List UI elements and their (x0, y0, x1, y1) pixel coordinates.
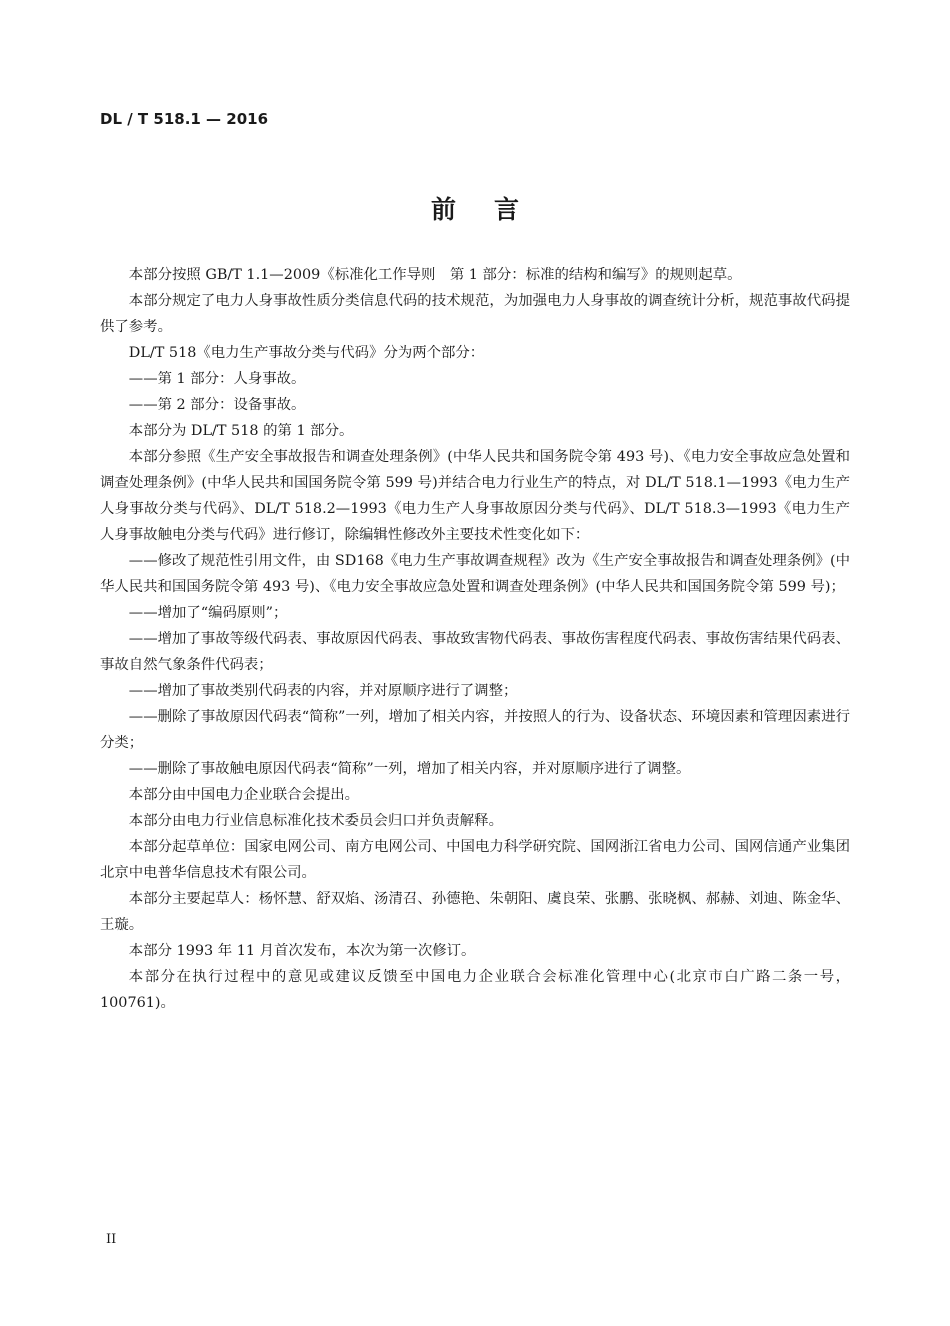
page-title: 前言 (430, 195, 557, 224)
foreword-body (100, 262, 850, 1016)
paragraph: 本部分由电力行业信息标准化技术委员会归口并负责解释。 (128, 813, 503, 829)
paragraph: 本部分由中国电力企业联合会提出。 (128, 787, 360, 803)
paragraph: 本部分起草单位：国家电网公司、南方电网公司、中国电力科学研究院、国网浙江省电力公司、国网信通产业集团北京中电普华信息技术有限公司。 (100, 839, 850, 881)
list-item: ——修改了规范性引用文件，由 SD168《电力生产事故调查规程》改为《生产安全事故报告和调查处理条例》(中华人民共和国国务院令第 493 号)、《电力安全事故应急处置和调查处理条例》(中华人民共和国国务院令第 599 号)； (100, 553, 850, 595)
document-number: DL / T 518.1 — 2016 (100, 110, 269, 128)
list-item: ——增加了事故类别代码表的内容，并对原顺序进行了调整； (128, 683, 518, 699)
list-item: ——第 2 部分：设备事故。 (128, 397, 306, 413)
paragraph: 本部分 1993 年 11 月首次发布，本次为第一次修订。 (128, 943, 476, 959)
paragraph: 本部分在执行过程中的意见或建议反馈至中国电力企业联合会标准化管理中心(北京市白广路二条一号，100761)。 (100, 969, 850, 1011)
paragraph: 本部分规定了电力人身事故性质分类信息代码的技术规范，为加强电力人身事故的调查统计分析，规范事故代码提供了参考。 (100, 293, 850, 335)
list-item: ——增加了“编码原则”； (128, 605, 288, 621)
paragraph: 本部分按照 GB/T 1.1—2009《标准化工作导则 第 1 部分：标准的结构和编写》的规则起草。 (128, 267, 742, 283)
paragraph: 本部分为 DL/T 518 的第 1 部分。 (128, 423, 354, 439)
list-item: ——删除了事故触电原因代码表“简称”一列，增加了相关内容，并对原顺序进行了调整。 (128, 761, 691, 777)
paragraph: 本部分主要起草人：杨怀慧、舒双焰、汤清召、孙德艳、朱朝阳、虞良荣、张鹏、张晓枫、郝赫、刘迪、陈金华、王璇。 (100, 891, 850, 933)
page-number: II (106, 1232, 117, 1247)
paragraph: 本部分参照《生产安全事故报告和调查处理条例》(中华人民共和国务院令第 493 号)、《电力安全事故应急处置和调查处理条例》(中华人民共和国国务院令第 599 号)并结合电力行业生产的特点，对 DL/T 518.1—1993《电力生产人身事故分类与代码》、DL/T 518.2—1993《电力生产人身事故原因分类与代码》、DL/T 518.3—1993《电力生产人身事故触电分类与代码》进行修订，除编辑性修改外主要技术性变化如下： (100, 449, 850, 543)
list-item: ——第 1 部分：人身事故。 (128, 371, 306, 387)
list-item: ——增加了事故等级代码表、事故原因代码表、事故致害物代码表、事故伤害程度代码表、事故伤害结果代码表、事故自然气象条件代码表； (100, 631, 850, 673)
paragraph: DL/T 518《电力生产事故分类与代码》分为两个部分： (128, 345, 485, 361)
list-item: ——删除了事故原因代码表“简称”一列，增加了相关内容，并按照人的行为、设备状态、环境因素和管理因素进行分类； (100, 709, 850, 751)
